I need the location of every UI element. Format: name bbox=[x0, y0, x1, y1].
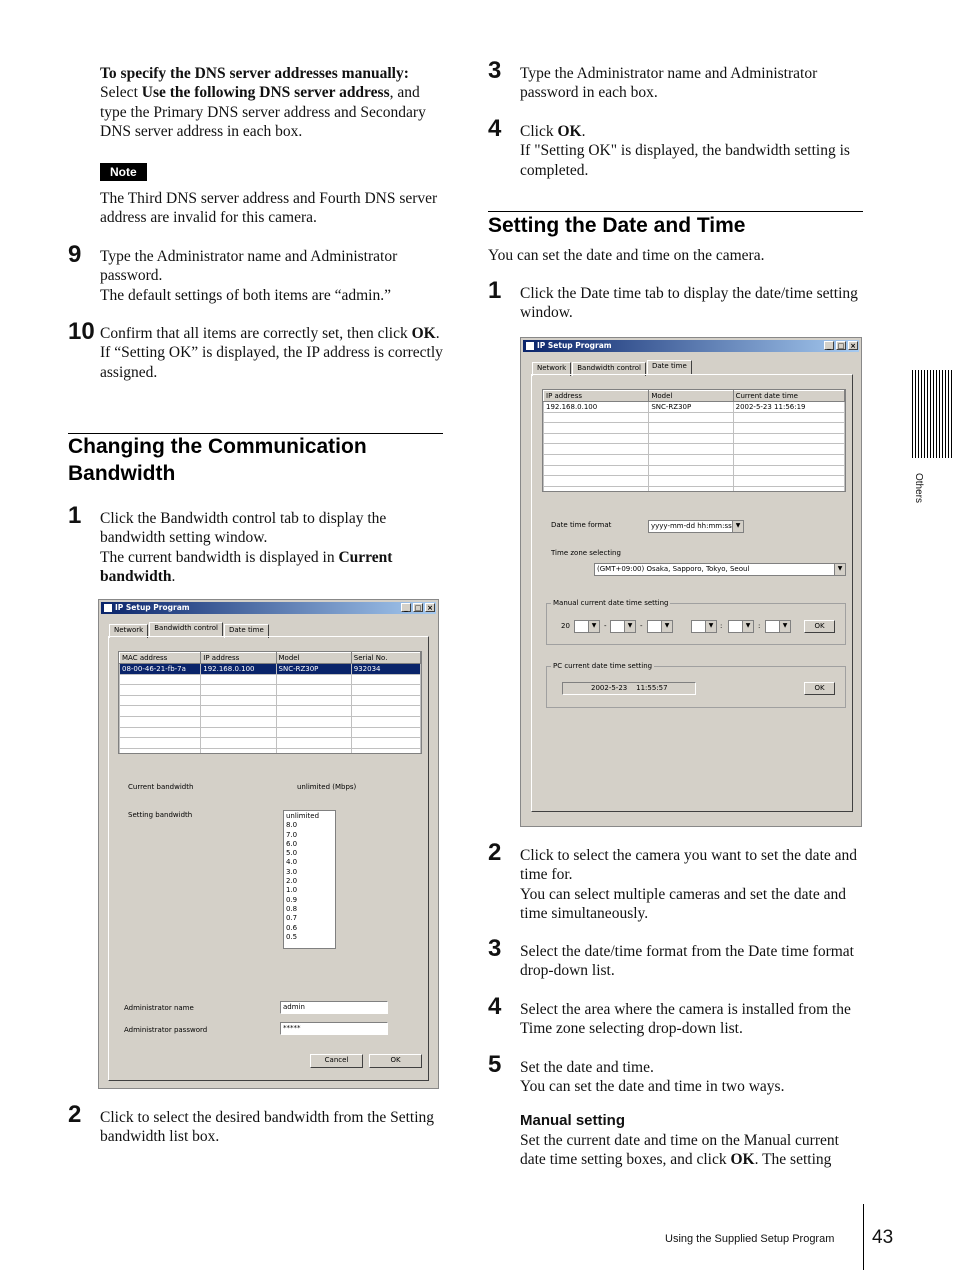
running-footer-title: Using the Supplied Setup Program bbox=[665, 1233, 835, 1245]
manual-group-label: Manual current date time setting bbox=[553, 599, 669, 607]
step-3-number: 3 bbox=[488, 57, 502, 84]
table-header bbox=[544, 391, 845, 402]
column-ip[interactable]: IP address bbox=[201, 653, 276, 664]
r-step-2-number: 2 bbox=[488, 839, 502, 866]
r-step-3-text: Select the date/time format from the Date time format drop-down list. bbox=[520, 943, 854, 980]
dialog-title-bar bbox=[101, 602, 436, 614]
date-format-dropdown[interactable] bbox=[648, 520, 744, 533]
manual-datetime-group bbox=[546, 599, 846, 645]
note-text: The Third DNS server address and Fourth DNS server address are invalid for this camera. bbox=[100, 190, 438, 227]
second-dropdown[interactable] bbox=[765, 620, 791, 633]
setting-bandwidth-label: Setting bandwidth bbox=[128, 811, 193, 819]
step-2-number: 2 bbox=[68, 1101, 82, 1128]
step-1-text bbox=[100, 509, 445, 587]
cell-serial: 932034 bbox=[351, 664, 420, 675]
chevron-down-icon: ▼ bbox=[624, 621, 635, 632]
pc-time: 11:55:57 bbox=[636, 684, 668, 692]
step-10-pre: Confirm that all items are correctly set, then click bbox=[100, 325, 412, 342]
admin-password-label: Administrator password bbox=[124, 1026, 208, 1034]
table-row[interactable] bbox=[120, 706, 421, 717]
pc-datetime-display bbox=[562, 682, 696, 695]
column-serial[interactable]: Serial No. bbox=[351, 653, 420, 664]
bandwidth-option[interactable]: 0.8 bbox=[286, 904, 298, 913]
chevron-down-icon: ▼ bbox=[732, 521, 743, 532]
chevron-down-icon: ▼ bbox=[661, 621, 672, 632]
cell-ip: 192.168.0.100 bbox=[201, 664, 276, 675]
cell-model: SNC-RZ30P bbox=[276, 664, 351, 675]
section-title-bandwidth bbox=[68, 433, 443, 487]
step-10-line2: If “Setting OK” is displayed, the IP address is correctly assigned. bbox=[100, 344, 443, 381]
date-separator: - bbox=[640, 622, 643, 630]
bandwidth-option[interactable]: 0.7 bbox=[286, 914, 298, 923]
tab-date-time[interactable]: Date time bbox=[224, 624, 269, 638]
table-row[interactable] bbox=[120, 727, 421, 738]
r-step-5-text bbox=[520, 1058, 865, 1097]
manual-setting-text bbox=[520, 1131, 865, 1170]
year-dropdown[interactable] bbox=[574, 620, 600, 633]
step-4-number: 4 bbox=[488, 115, 502, 142]
maximize-icon[interactable]: □ bbox=[414, 604, 422, 612]
manual-text-bold: OK bbox=[730, 1151, 755, 1169]
admin-password-input[interactable]: ***** bbox=[280, 1022, 388, 1035]
chevron-down-icon: ▼ bbox=[834, 564, 845, 575]
table-row[interactable] bbox=[544, 465, 845, 476]
step-4-line2: If "Setting OK" is displayed, the bandwidth setting is completed. bbox=[520, 142, 850, 179]
bandwidth-option[interactable]: 0.9 bbox=[286, 895, 298, 904]
pc-date: 2002-5-23 bbox=[591, 684, 628, 692]
timezone-value: (GMT+09:00) Osaka, Sapporo, Tokyo, Seoul bbox=[597, 565, 750, 573]
step-4-pre: Click bbox=[520, 123, 558, 140]
step-10-bold: OK bbox=[411, 325, 436, 342]
current-bandwidth-value: unlimited (Mbps) bbox=[297, 783, 357, 791]
datetime-dialog bbox=[520, 337, 862, 827]
r-step-2-line2: You can select multiple cameras and set the date and time simultaneously. bbox=[520, 885, 846, 923]
step-4-text bbox=[520, 122, 865, 180]
table-row[interactable] bbox=[120, 748, 421, 754]
table-row[interactable] bbox=[544, 402, 845, 413]
column-current-date-time[interactable]: Current date time bbox=[733, 391, 844, 402]
datetime-intro: You can set the date and time on the camera. bbox=[488, 247, 765, 264]
table-row[interactable] bbox=[120, 738, 421, 749]
bandwidth-option[interactable]: 0.6 bbox=[286, 923, 298, 932]
bandwidth-option[interactable]: 4.0 bbox=[286, 858, 298, 867]
cell-ip: 192.168.0.100 bbox=[544, 402, 649, 413]
year-prefix: 20 bbox=[561, 622, 570, 630]
r-step-2-text bbox=[520, 846, 865, 924]
table-row[interactable] bbox=[120, 664, 421, 675]
cell-mac: 08-00-46-21-fb-7a bbox=[120, 664, 201, 675]
current-bandwidth-label: Current bandwidth bbox=[128, 783, 194, 791]
table-row[interactable] bbox=[544, 423, 845, 434]
pc-group-label: PC current date time setting bbox=[553, 662, 653, 670]
day-dropdown[interactable] bbox=[647, 620, 673, 633]
table-row[interactable] bbox=[544, 476, 845, 487]
step-4-post: . bbox=[581, 123, 586, 140]
app-icon bbox=[104, 604, 112, 612]
close-icon[interactable]: × bbox=[848, 341, 858, 350]
chevron-down-icon: ▼ bbox=[588, 621, 599, 632]
step-9-line2: The default settings of both items are “admin.” bbox=[100, 286, 391, 304]
table-row[interactable] bbox=[544, 444, 845, 455]
bandwidth-option[interactable]: 7.0 bbox=[286, 830, 298, 839]
dns-text-pre: Select bbox=[100, 84, 142, 102]
camera-list[interactable] bbox=[542, 389, 846, 492]
tab-bandwidth-control[interactable]: Bandwidth control bbox=[149, 622, 223, 636]
dns-text-bold: Use the following DNS server address bbox=[141, 84, 390, 102]
cell-date-time: 2002-5-23 11:56:19 bbox=[733, 402, 844, 413]
bandwidth-option[interactable]: unlimited bbox=[286, 812, 320, 820]
step-1-bold: Current bandwidth bbox=[100, 548, 393, 586]
date-format-value: yyyy-mm-dd hh:mm:ss bbox=[651, 522, 732, 530]
bandwidth-option[interactable]: 8.0 bbox=[286, 821, 298, 830]
app-icon bbox=[526, 342, 534, 350]
step-10-number: 10 bbox=[68, 318, 95, 345]
table-row[interactable] bbox=[544, 412, 845, 423]
month-dropdown[interactable] bbox=[610, 620, 636, 633]
dns-text-post: , and type the Primary DNS server address and Secondary DNS server address in each box. bbox=[100, 84, 426, 141]
close-icon[interactable]: × bbox=[425, 603, 435, 612]
step-10-post: . bbox=[435, 325, 440, 342]
bandwidth-option[interactable]: 5.0 bbox=[286, 849, 298, 858]
camera-list[interactable] bbox=[118, 651, 422, 754]
dns-heading: To specify the DNS server addresses manually: bbox=[100, 65, 409, 82]
minute-dropdown[interactable] bbox=[728, 620, 754, 633]
bandwidth-option[interactable]: 0.5 bbox=[286, 932, 298, 941]
section-title-line1: Changing the Communication bbox=[68, 435, 367, 458]
step-1-line1: Click the Bandwidth control tab to display the bandwidth setting window. bbox=[100, 510, 387, 547]
table-row[interactable] bbox=[120, 685, 421, 696]
tab-bandwidth-control[interactable]: Bandwidth control bbox=[572, 362, 646, 376]
note-label: Note bbox=[100, 163, 147, 181]
r-step-1-text: Click the Date time tab to display the date/time setting window. bbox=[520, 285, 858, 322]
admin-name-label: Administrator name bbox=[124, 1004, 194, 1012]
bandwidth-listbox[interactable] bbox=[283, 810, 336, 949]
manual-ok-button[interactable]: OK bbox=[804, 620, 835, 633]
step-1-number: 1 bbox=[68, 502, 82, 529]
column-ip[interactable]: IP address bbox=[544, 391, 649, 402]
step-1-post: . bbox=[171, 568, 176, 586]
step-1-pre: The current bandwidth is displayed in bbox=[100, 548, 339, 566]
footer-divider bbox=[863, 1204, 864, 1270]
section-title-line2: Bandwidth bbox=[68, 462, 176, 485]
dialog-title: IP Setup Program bbox=[537, 341, 612, 350]
step-9-line1: Type the Administrator name and Administrator password. bbox=[100, 248, 398, 285]
table-row[interactable] bbox=[120, 674, 421, 685]
column-model[interactable]: Model bbox=[649, 391, 733, 402]
section-title-datetime: Setting the Date and Time bbox=[488, 214, 746, 237]
bandwidth-option[interactable]: 2.0 bbox=[286, 877, 298, 886]
maximize-icon[interactable]: □ bbox=[837, 342, 845, 350]
timezone-dropdown[interactable] bbox=[594, 563, 846, 576]
r-step-5-line2: You can set the date and time in two ways. bbox=[520, 1078, 785, 1096]
manual-setting-heading: Manual setting bbox=[520, 1112, 626, 1129]
manual-text-post: . The setting bbox=[754, 1151, 832, 1169]
bandwidth-dialog bbox=[98, 599, 439, 1089]
page-number: 43 bbox=[872, 1227, 894, 1248]
manual-text-pre: Set the current date and time on the Manual current date time setting boxes, and click bbox=[520, 1132, 839, 1169]
table-header bbox=[120, 653, 421, 664]
sidebar-section-label: Others bbox=[913, 473, 924, 504]
step-9-text bbox=[100, 247, 440, 305]
bandwidth-option[interactable]: 6.0 bbox=[286, 839, 298, 848]
hour-dropdown[interactable] bbox=[691, 620, 717, 633]
dialog-title: IP Setup Program bbox=[115, 603, 190, 612]
r-step-4-number: 4 bbox=[488, 993, 502, 1020]
column-model[interactable]: Model bbox=[276, 653, 351, 664]
table-row[interactable] bbox=[544, 486, 845, 492]
tab-network[interactable]: Network bbox=[109, 624, 148, 638]
admin-name-input[interactable]: admin bbox=[280, 1001, 388, 1014]
step-2-text: Click to select the desired bandwidth from the Setting bandwidth list box. bbox=[100, 1109, 435, 1146]
step-3-text: Type the Administrator name and Administrator password in each box. bbox=[520, 65, 818, 102]
time-separator: : bbox=[720, 622, 723, 630]
dialog-title-bar bbox=[523, 340, 859, 352]
date-format-label: Date time format bbox=[551, 521, 612, 529]
column-mac[interactable]: MAC address bbox=[120, 653, 201, 664]
cancel-button[interactable]: Cancel bbox=[310, 1054, 363, 1068]
ok-button[interactable]: OK bbox=[369, 1054, 422, 1068]
table-row[interactable] bbox=[544, 454, 845, 465]
section-index-marker bbox=[912, 370, 953, 458]
table-row[interactable] bbox=[120, 716, 421, 727]
r-step-2-line1: Click to select the camera you want to set the date and time for. bbox=[520, 847, 858, 884]
step-9-number: 9 bbox=[68, 241, 82, 268]
pc-datetime-group bbox=[546, 662, 846, 708]
chevron-down-icon: ▼ bbox=[705, 621, 716, 632]
tab-network[interactable]: Network bbox=[532, 362, 571, 376]
dns-manual-block bbox=[100, 64, 445, 142]
time-separator: : bbox=[758, 622, 761, 630]
step-10-text bbox=[100, 324, 445, 382]
chevron-down-icon: ▼ bbox=[779, 621, 790, 632]
minimize-icon[interactable]: _ bbox=[401, 603, 411, 612]
table-row[interactable] bbox=[544, 433, 845, 444]
r-step-5-line1: Set the date and time. bbox=[520, 1059, 654, 1076]
r-step-3-number: 3 bbox=[488, 935, 502, 962]
bandwidth-option[interactable]: 3.0 bbox=[286, 867, 298, 876]
r-step-4-text: Select the area where the camera is installed from the Time zone selecting drop-down list. bbox=[520, 1001, 851, 1038]
minimize-icon[interactable]: _ bbox=[824, 341, 834, 350]
timezone-label: Time zone selecting bbox=[551, 549, 621, 557]
cell-model: SNC-RZ30P bbox=[649, 402, 733, 413]
bandwidth-option[interactable]: 1.0 bbox=[286, 886, 298, 895]
r-step-1-number: 1 bbox=[488, 277, 502, 304]
chevron-down-icon: ▼ bbox=[742, 621, 753, 632]
r-step-5-number: 5 bbox=[488, 1051, 502, 1078]
step-4-bold: OK bbox=[557, 123, 582, 140]
pc-ok-button[interactable]: OK bbox=[804, 682, 835, 695]
table-row[interactable] bbox=[120, 695, 421, 706]
date-separator: - bbox=[604, 622, 607, 630]
tab-date-time[interactable]: Date time bbox=[647, 360, 692, 374]
